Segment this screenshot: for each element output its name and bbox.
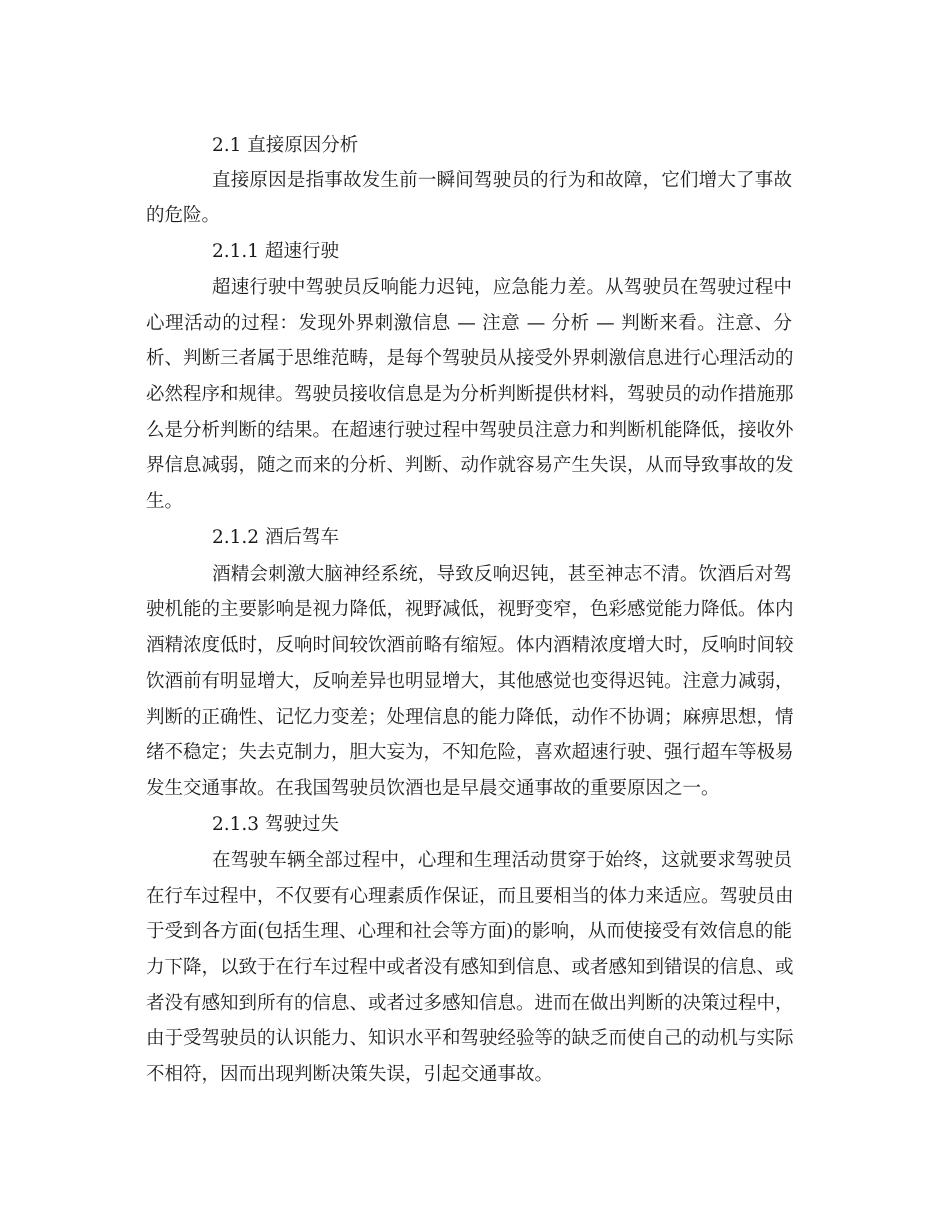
paragraph-line: 力下降，以致于在行车过程中或者没有感知到信息、或者感知到错误的信息、或	[146, 957, 794, 978]
section-heading: 2.1 直接原因分析	[212, 135, 359, 156]
paragraph-line: 直接原因是指事故发生前一瞬间驾驶员的行为和故障，它们增大了事故	[212, 170, 792, 191]
paragraph-line: 驶机能的主要影响是视力降低，视野减低，视野变窄，色彩感觉能力降低。体内	[146, 599, 794, 620]
paragraph-line: 么是分析判断的结果。在超速行驶过程中驾驶员注意力和判断机能降低，接收外	[146, 420, 794, 441]
paragraph-line: 在驾驶车辆全部过程中，心理和生理活动贯穿于始终，这就要求驾驶员	[212, 850, 792, 871]
paragraph-line: 必然程序和规律。驾驶员接收信息是为分析判断提供材料，驾驶员的动作措施那	[146, 384, 794, 405]
paragraph-line: 饮酒前有明显增大，反响差异也明显增大，其他感觉也变得迟钝。注意力减弱，	[146, 671, 794, 692]
section-heading: 2.1.1 超速行驶	[212, 241, 339, 262]
paragraph-line: 在行车过程中，不仅要有心理素质作保证，而且要相当的体力来适应。驾驶员由	[146, 886, 794, 907]
paragraph-line: 析、判断三者属于思维范畴，是每个驾驶员从接受外界刺激信息进行心理活动的	[146, 348, 794, 369]
paragraph-line: 超速行驶中驾驶员反响能力迟钝，应急能力差。从驾驶员在驾驶过程中	[212, 277, 792, 298]
paragraph-line: 界信息减弱，随之而来的分析、判断、动作就容易产生失误，从而导致事故的发	[146, 455, 794, 476]
paragraph-line: 于受到各方面(包括生理、心理和社会等方面)的影响，从而使接受有效信息的能	[146, 921, 792, 942]
section-heading: 2.1.2 酒后驾车	[212, 527, 339, 548]
paragraph-line: 心理活动的过程：发现外界刺激信息 — 注意 — 分析 — 判断来看。注意、分	[146, 313, 792, 334]
paragraph-line: 生。	[146, 491, 184, 512]
section-heading: 2.1.3 驾驶过失	[212, 814, 339, 835]
paragraph-line: 绪不稳定；失去克制力，胆大妄为，不知危险，喜欢超速行驶、强行超车等极易	[146, 742, 794, 763]
paragraph-line: 由于受驾驶员的认识能力、知识水平和驾驶经验等的缺乏而使自己的动机与实际	[146, 1028, 794, 1049]
paragraph-line: 发生交通事故。在我国驾驶员饮酒也是早晨交通事故的重要原因之一。	[146, 778, 720, 799]
paragraph-line: 酒精浓度低时，反响时间较饮酒前略有缩短。体内酒精浓度增大时，反响时间较	[146, 635, 794, 656]
paragraph-line: 酒精会刺激大脑神经系统，导致反响迟钝，甚至神志不清。饮酒后对驾	[212, 564, 792, 585]
paragraph-line: 者没有感知到所有的信息、或者过多感知信息。进而在做出判断的决策过程中，	[146, 993, 794, 1014]
paragraph-line: 判断的正确性、记忆力变差；处理信息的能力降低，动作不协调；麻痹思想，情	[146, 707, 794, 728]
paragraph-line: 的危险。	[146, 205, 221, 226]
paragraph-line: 不相符，因而出现判断决策失误，引起交通事故。	[146, 1064, 554, 1085]
